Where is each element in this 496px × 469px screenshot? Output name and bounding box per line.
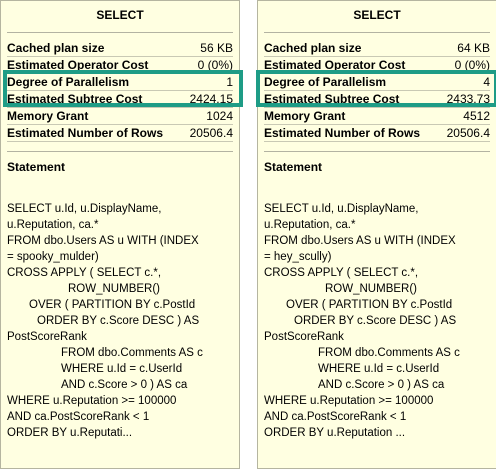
statement-line: ORDER BY u.Reputation ... [264,427,406,439]
statement-line: ORDER BY c.Score DESC ) AS [37,315,200,327]
property-value: 64 KB [457,41,490,55]
statement-line: u.Reputation, ca.* [264,219,356,231]
property-value: 56 KB [200,41,233,55]
statement-line: AND c.Score > 0 ) AS ca [61,379,188,391]
statement-line: WHERE u.Reputation >= 100000 [264,395,434,407]
property-value: 0 (0%) [454,58,490,72]
highlight-box [3,70,243,107]
property-row [7,126,233,142]
statement-line: FROM dbo.Comments AS c [318,347,460,359]
statement-text [264,201,492,441]
property-name: Memory Grant [264,109,346,123]
right-plan-tooltip [257,0,496,469]
statement-label: Statement [264,160,323,174]
property-value: 1024 [206,109,233,123]
statement-line: ROW_NUMBER() [325,283,417,295]
property-value: 2433.73 [446,92,490,106]
property-value: 2424.15 [189,92,233,106]
statement-line: ROW_NUMBER() [68,283,160,295]
statement-line: FROM dbo.Users AS u WITH (INDEX [264,235,456,247]
property-name: Degree of Parallelism [264,75,387,89]
divider [7,32,233,33]
statement-text [7,201,235,441]
statement-line: PostScoreRank [264,331,344,343]
property-value: 4 [483,75,490,89]
divider [264,32,490,33]
property-value: 0 (0%) [197,58,233,72]
statement-line: WHERE u.Id = c.UserId [61,363,183,375]
left-plan-tooltip [0,0,240,469]
statement-line: CROSS APPLY ( SELECT c.*, [264,267,419,279]
highlight-box [256,70,496,107]
statement-line: ORDER BY u.Reputati... [7,427,133,439]
statement-line: OVER ( PARTITION BY c.PostId [286,299,453,311]
statement-line: AND ca.PostScoreRank < 1 [7,411,150,423]
property-row [264,41,490,57]
operator-title: SELECT [353,8,401,22]
statement-line: = spooky_mulder) [7,251,99,263]
property-name: Degree of Parallelism [7,75,130,89]
divider [264,151,490,152]
property-name: Cached plan size [7,41,105,55]
property-name: Estimated Operator Cost [7,58,149,72]
property-name: Estimated Number of Rows [7,126,164,140]
statement-line: CROSS APPLY ( SELECT c.*, [7,267,162,279]
statement-line: FROM dbo.Comments AS c [61,347,203,359]
property-name: Memory Grant [7,109,89,123]
statement-line: AND ca.PostScoreRank < 1 [264,411,407,423]
statement-line: FROM dbo.Users AS u WITH (INDEX [7,235,199,247]
property-name: Cached plan size [264,41,362,55]
statement-line: AND c.Score > 0 ) AS ca [318,379,445,391]
property-row [7,109,233,125]
statement-label: Statement [7,160,66,174]
property-name: Estimated Number of Rows [264,126,421,140]
property-value: 4512 [463,109,490,123]
property-row [264,126,490,142]
property-value: 20506.4 [189,126,233,140]
statement-line: u.Reputation, ca.* [7,219,99,231]
property-name: Estimated Subtree Cost [264,92,400,106]
statement-line: OVER ( PARTITION BY c.PostId [29,299,196,311]
statement-line: WHERE u.Reputation >= 100000 [7,395,177,407]
divider [7,151,233,152]
statement-line: = hey_scully) [264,251,332,263]
property-name: Estimated Subtree Cost [7,92,143,106]
statement-line: SELECT u.Id, u.DisplayName, [7,203,162,215]
statement-line: ORDER BY c.Score DESC ) AS [294,315,457,327]
property-row [264,109,490,125]
property-value: 20506.4 [446,126,490,140]
statement-line: SELECT u.Id, u.DisplayName, [264,203,419,215]
property-value: 1 [226,75,233,89]
property-row [7,41,233,57]
operator-title: SELECT [96,8,144,22]
statement-line: WHERE u.Id = c.UserId [318,363,440,375]
property-name: Estimated Operator Cost [264,58,406,72]
statement-line: PostScoreRank [7,331,87,343]
